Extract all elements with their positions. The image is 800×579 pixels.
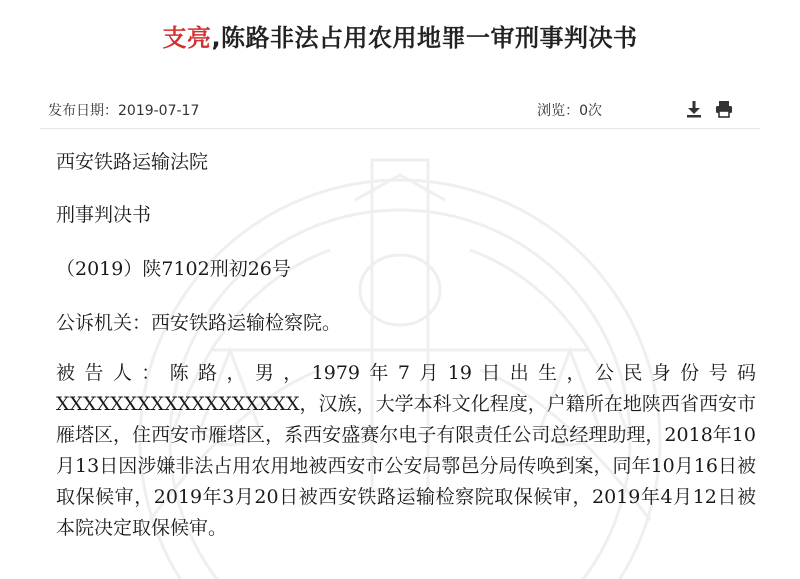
meta-bar (48, 100, 752, 122)
court-name: 西安铁路运输法院 (56, 151, 209, 173)
publish-date: 发布日期：2019-07-17 (48, 103, 200, 119)
page-title (0, 18, 800, 53)
print-icon[interactable] (714, 99, 734, 119)
defendant-paragraph: 被告人：陈路，男，1979年7月19日出生，公民身份号码XXXXXXXXXXXXXXXXXX，汉族，大学本科文化程度，户籍所在地陕西省西安市雁塔区，住西安市雁塔区，系西安盛赛尔电子有限责任公司总经理助理，2018年10月13日因涉嫌非法占用农用地被西安市公安局鄠邑分局传唤到案，同年10月16日被取保候审，2019年3月20日被西安铁路运输检察院取保候审，2019年4月12日被本院决定取保候审。 (56, 362, 756, 539)
title-text: ,陈路非法占用农用地罪一审刑事判决书 (211, 24, 638, 52)
case-number: （2019）陕7102刑初26号 (56, 258, 291, 280)
view-count: 浏览：0次 (537, 103, 602, 119)
title-highlight: 支亮 (162, 24, 212, 52)
prosecutor-line: 公诉机关：西安铁路运输检察院。 (56, 312, 342, 334)
download-icon[interactable] (684, 99, 704, 119)
action-icons (684, 99, 734, 119)
document-type: 刑事判决书 (56, 204, 152, 226)
document-body (56, 150, 756, 571)
divider (40, 128, 760, 129)
